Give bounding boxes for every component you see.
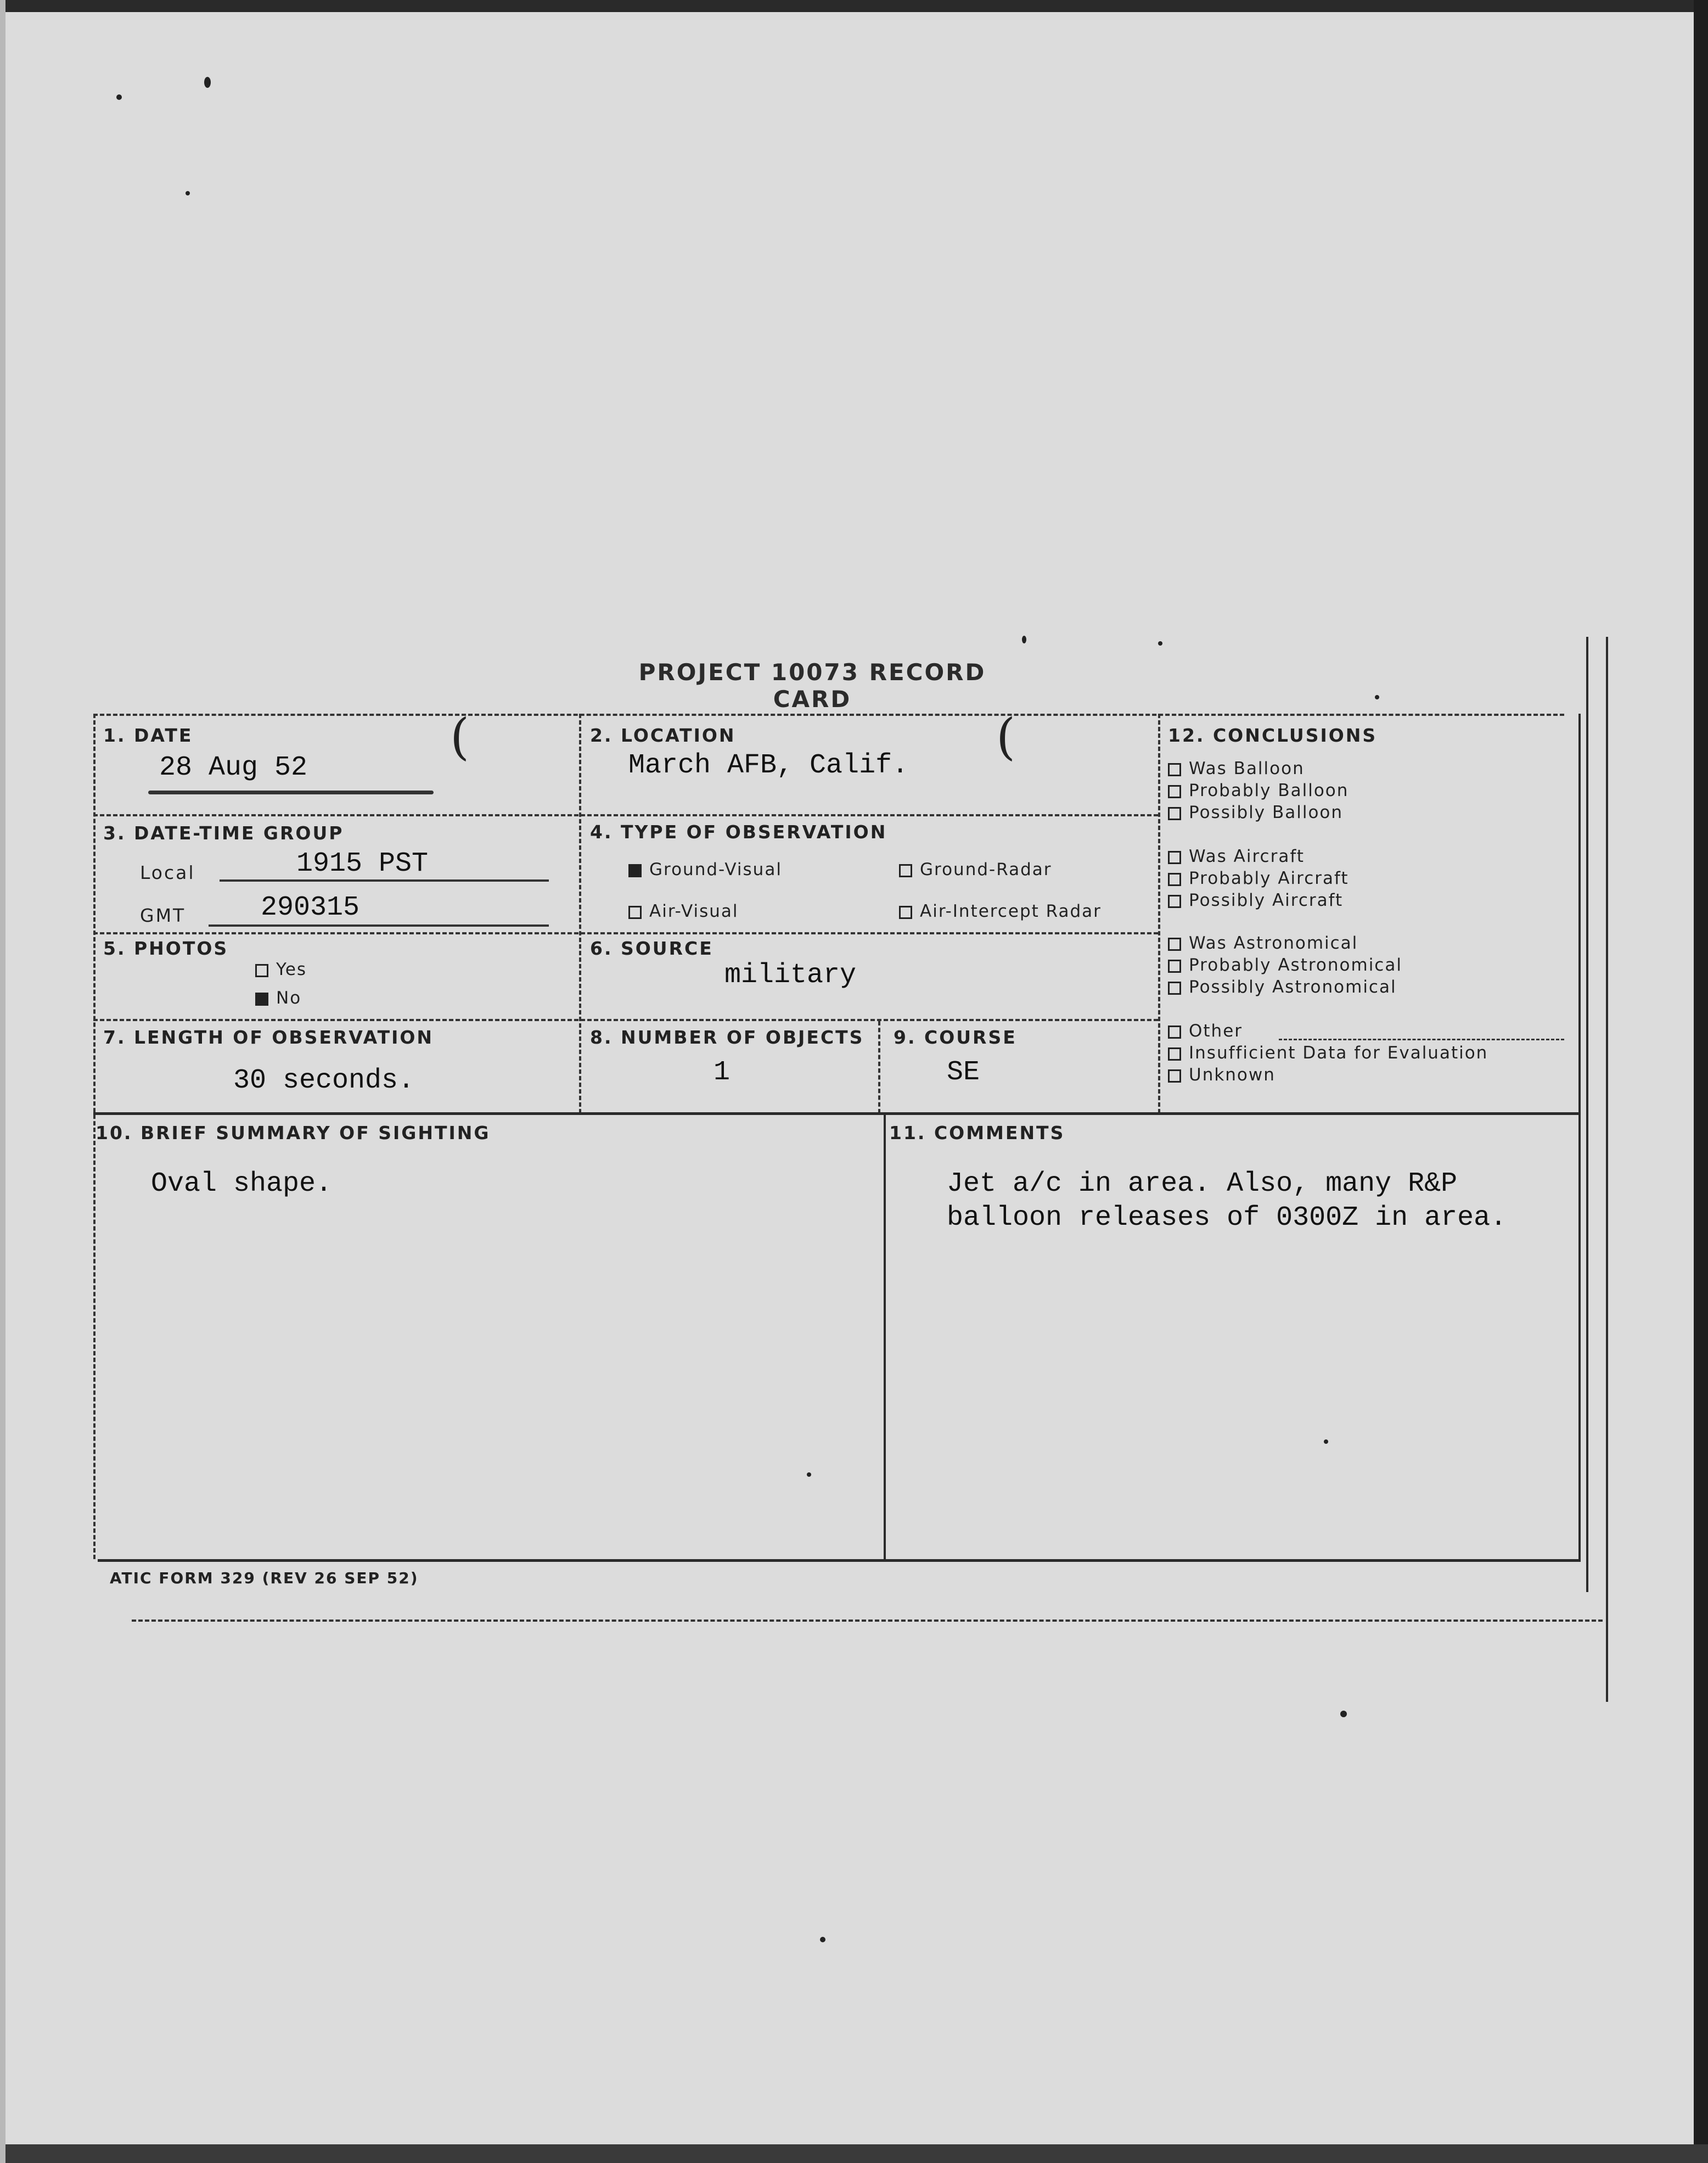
scan-speck (1340, 1711, 1347, 1717)
form-number: ATIC FORM 329 (REV 26 SEP 52) (110, 1569, 419, 1587)
conclusion-probably-balloon[interactable] (1168, 781, 1349, 800)
option-photos-no-label: No (276, 988, 302, 1008)
divider-row-1 (93, 814, 1158, 816)
location-value: March AFB, Calif. (628, 750, 909, 781)
option-air-visual[interactable] (628, 901, 739, 921)
record-card (93, 708, 1581, 1562)
gmt-label: GMT (140, 905, 186, 926)
conclusion-probably-aircraft[interactable] (1168, 868, 1349, 888)
source-value: military (724, 960, 857, 991)
conclusion-label: Other (1189, 1021, 1243, 1041)
brief-summary-value: Oval shape. (151, 1168, 333, 1200)
divider-row-2 (93, 932, 1158, 934)
scan-speck (1022, 636, 1026, 643)
conclusion-insufficient-data[interactable] (1168, 1043, 1488, 1063)
checkbox-icon (1168, 807, 1181, 820)
scan-speck (204, 77, 211, 88)
option-ground-visual[interactable] (628, 860, 782, 879)
comments-line-1: Jet a/c in area. Also, many R&P (947, 1168, 1458, 1200)
divider-objects-course (878, 1021, 880, 1113)
number-of-objects-value: 1 (713, 1057, 731, 1088)
option-photos-no[interactable] (255, 988, 301, 1008)
conclusion-label: Possibly Balloon (1189, 803, 1344, 822)
checkbox-photos-no-checked-icon (255, 993, 268, 1006)
conclusions-label: 12. CONCLUSIONS (1168, 725, 1378, 746)
location-label: 2. LOCATION (590, 725, 736, 746)
conclusion-label: Possibly Aircraft (1189, 890, 1344, 910)
course-label: 9. COURSE (894, 1027, 1017, 1048)
option-ground-radar-label: Ground-Radar (920, 860, 1052, 879)
checkbox-air-intercept-radar-icon (899, 906, 912, 919)
type-of-observation-label: 4. TYPE OF OBSERVATION (590, 821, 887, 843)
conclusion-label: Was Astronomical (1189, 933, 1358, 953)
course-value: SE (947, 1057, 980, 1088)
conclusion-was-astronomical[interactable] (1168, 933, 1358, 953)
date-bracket: ( (450, 708, 470, 766)
checkbox-icon (1168, 851, 1181, 864)
page-rule-bottom (132, 1620, 1603, 1622)
divider-col-conclusions (1158, 714, 1160, 1113)
page-rule-right (1586, 637, 1588, 1592)
page-rule-right-outer (1606, 637, 1608, 1702)
location-bracket: ( (996, 708, 1016, 766)
checkbox-ground-visual-checked-icon (628, 864, 642, 877)
checkbox-icon (1168, 982, 1181, 995)
scan-speck (1375, 695, 1379, 699)
checkbox-icon (1168, 1069, 1181, 1083)
scan-frame-top (0, 0, 1708, 12)
checkbox-icon (1168, 763, 1181, 776)
conclusion-possibly-balloon[interactable] (1168, 803, 1343, 822)
conclusion-label: Probably Balloon (1189, 781, 1349, 800)
scan-frame-left (0, 0, 5, 2163)
date-value: 28 Aug 52 (159, 752, 308, 783)
conclusion-label: Insufficient Data for Evaluation (1189, 1043, 1488, 1063)
local-time-underline (220, 879, 549, 882)
scan-frame-bottom (0, 2144, 1708, 2163)
option-ground-radar[interactable] (899, 860, 1052, 879)
scan-speck (820, 1937, 825, 1942)
option-air-intercept-radar[interactable] (899, 901, 1102, 921)
divider-summary-comments (884, 1113, 886, 1559)
comments-label: 11. COMMENTS (889, 1122, 1065, 1144)
checkbox-icon (1168, 960, 1181, 973)
local-time-label: Local (140, 862, 195, 883)
checkbox-air-visual-icon (628, 906, 642, 919)
conclusion-probably-astronomical[interactable] (1168, 955, 1402, 975)
conclusion-label: Was Aircraft (1189, 847, 1305, 866)
conclusion-unknown[interactable] (1168, 1065, 1276, 1085)
conclusion-was-aircraft[interactable] (1168, 847, 1305, 866)
conclusion-label: Unknown (1189, 1065, 1276, 1085)
checkbox-icon (1168, 1026, 1181, 1039)
brief-summary-label: 10. BRIEF SUMMARY OF SIGHTING (95, 1122, 491, 1144)
conclusion-possibly-astronomical[interactable] (1168, 977, 1397, 997)
checkbox-photos-yes-icon (255, 964, 268, 977)
card-border-bottom (98, 1559, 1581, 1562)
card-title: PROJECT 10073 RECORD CARD (638, 659, 986, 713)
local-time-value: 1915 PST (296, 848, 429, 879)
conclusion-possibly-aircraft[interactable] (1168, 890, 1343, 910)
length-of-observation-label: 7. LENGTH OF OBSERVATION (103, 1027, 434, 1048)
conclusion-label: Probably Aircraft (1189, 868, 1349, 888)
number-of-objects-label: 8. NUMBER OF OBJECTS (590, 1027, 864, 1048)
scan-frame-right (1694, 0, 1708, 2163)
option-air-intercept-radar-label: Air-Intercept Radar (920, 901, 1102, 921)
checkbox-icon (1168, 873, 1181, 886)
divider-row-4 (93, 1112, 1578, 1115)
conclusion-was-balloon[interactable] (1168, 759, 1305, 778)
checkbox-icon (1168, 895, 1181, 908)
date-handwritten-underline (148, 791, 434, 794)
conclusion-label: Possibly Astronomical (1189, 977, 1397, 997)
gmt-value: 290315 (261, 892, 360, 923)
card-border-top (93, 714, 1564, 716)
gmt-underline (209, 924, 549, 927)
conclusion-other-blank (1279, 1039, 1564, 1040)
comments-line-2: balloon releases of 0300Z in area. (947, 1202, 1507, 1234)
scan-speck (116, 94, 122, 100)
photos-label: 5. PHOTOS (103, 938, 229, 959)
checkbox-icon (1168, 1047, 1181, 1061)
card-border-right (1578, 714, 1581, 1562)
checkbox-ground-radar-icon (899, 864, 912, 877)
date-time-group-label: 3. DATE-TIME GROUP (103, 822, 344, 844)
conclusion-other[interactable] (1168, 1021, 1243, 1041)
option-air-visual-label: Air-Visual (649, 901, 739, 921)
checkbox-icon (1168, 785, 1181, 798)
divider-row-3 (93, 1019, 1158, 1021)
conclusion-label: Probably Astronomical (1189, 955, 1402, 975)
date-label: 1. DATE (103, 725, 193, 746)
scan-speck (186, 191, 190, 195)
checkbox-icon (1168, 938, 1181, 951)
conclusion-label: Was Balloon (1189, 759, 1305, 778)
scan-speck (1158, 641, 1162, 646)
option-photos-yes-label: Yes (276, 960, 307, 979)
divider-col-1 (579, 714, 581, 1113)
option-photos-yes[interactable] (255, 960, 307, 979)
source-label: 6. SOURCE (590, 938, 713, 959)
option-ground-visual-label: Ground-Visual (649, 860, 782, 879)
length-of-observation-value: 30 seconds. (233, 1065, 415, 1096)
